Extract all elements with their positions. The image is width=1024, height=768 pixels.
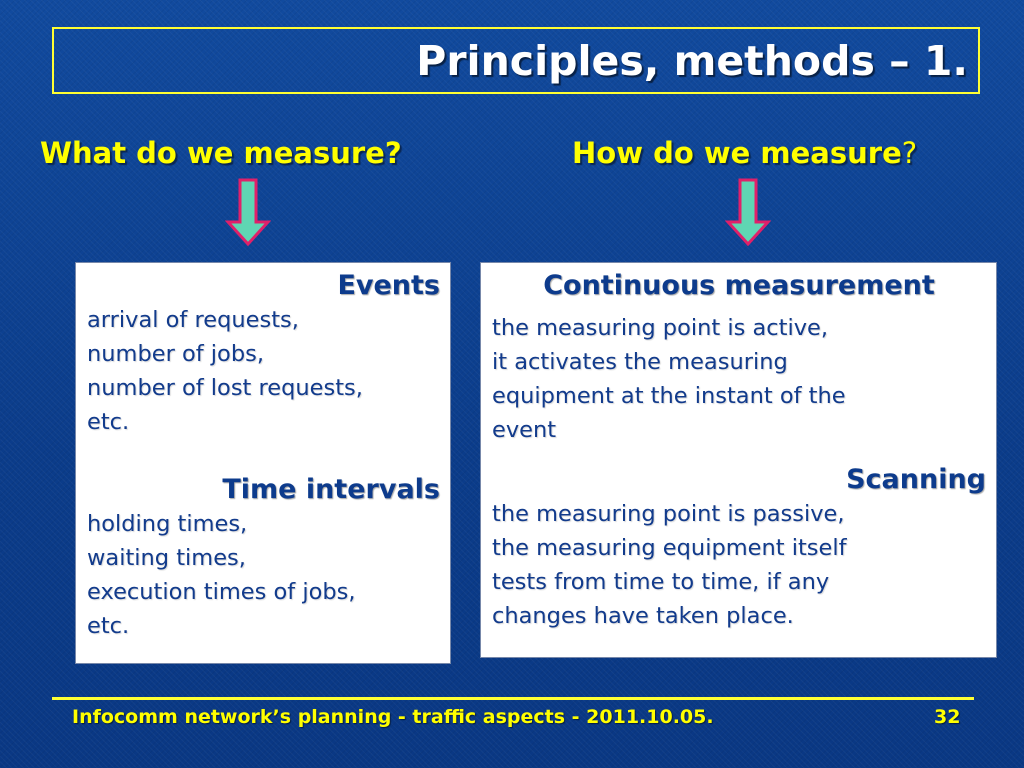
continuous-measurement-list — [492, 311, 986, 447]
events-list — [87, 303, 440, 439]
scanning-line: the measuring point is passive, — [492, 501, 845, 527]
question-what: What do we measure? — [40, 136, 402, 170]
title-box — [52, 27, 980, 94]
continuous-measurement-line: equipment at the instant of the — [492, 383, 846, 409]
down-arrow-icon — [225, 178, 271, 246]
down-arrow-icon — [725, 178, 771, 246]
events-line: number of jobs, — [87, 341, 264, 367]
continuous-measurement-heading: Continuous measurement — [543, 270, 935, 301]
what-panel — [75, 262, 451, 664]
time-intervals-line: holding times, — [87, 511, 248, 537]
question-how-mark: ? — [901, 136, 918, 170]
time-intervals-line: etc. — [87, 613, 130, 639]
footer-text: Infocomm network’s planning - traffic aspects - 2011.10.05. — [72, 706, 714, 728]
time-intervals-heading: Time intervals — [222, 474, 440, 505]
how-panel — [480, 262, 997, 658]
events-heading: Events — [337, 270, 440, 301]
question-how — [572, 136, 917, 170]
continuous-measurement-line: event — [492, 417, 557, 443]
continuous-measurement-line: it activates the measuring — [492, 349, 788, 375]
scanning-line: changes have taken place. — [492, 603, 794, 629]
events-line: etc. — [87, 409, 130, 435]
events-line: number of lost requests, — [87, 375, 363, 401]
time-intervals-line: execution times of jobs, — [87, 579, 356, 605]
time-intervals-list — [87, 507, 440, 643]
footer-divider — [52, 697, 974, 700]
time-intervals-line: waiting times, — [87, 545, 246, 571]
question-how-text: How do we measure — [572, 136, 902, 170]
slide-title: Principles, methods – 1. — [416, 37, 968, 85]
scanning-line: the measuring equipment itself — [492, 535, 847, 561]
scanning-line: tests from time to time, if any — [492, 569, 830, 595]
events-line: arrival of requests, — [87, 307, 299, 333]
scanning-list — [492, 497, 986, 633]
continuous-measurement-line: the measuring point is active, — [492, 315, 829, 341]
page-number: 32 — [934, 706, 961, 728]
scanning-heading: Scanning — [846, 464, 986, 495]
